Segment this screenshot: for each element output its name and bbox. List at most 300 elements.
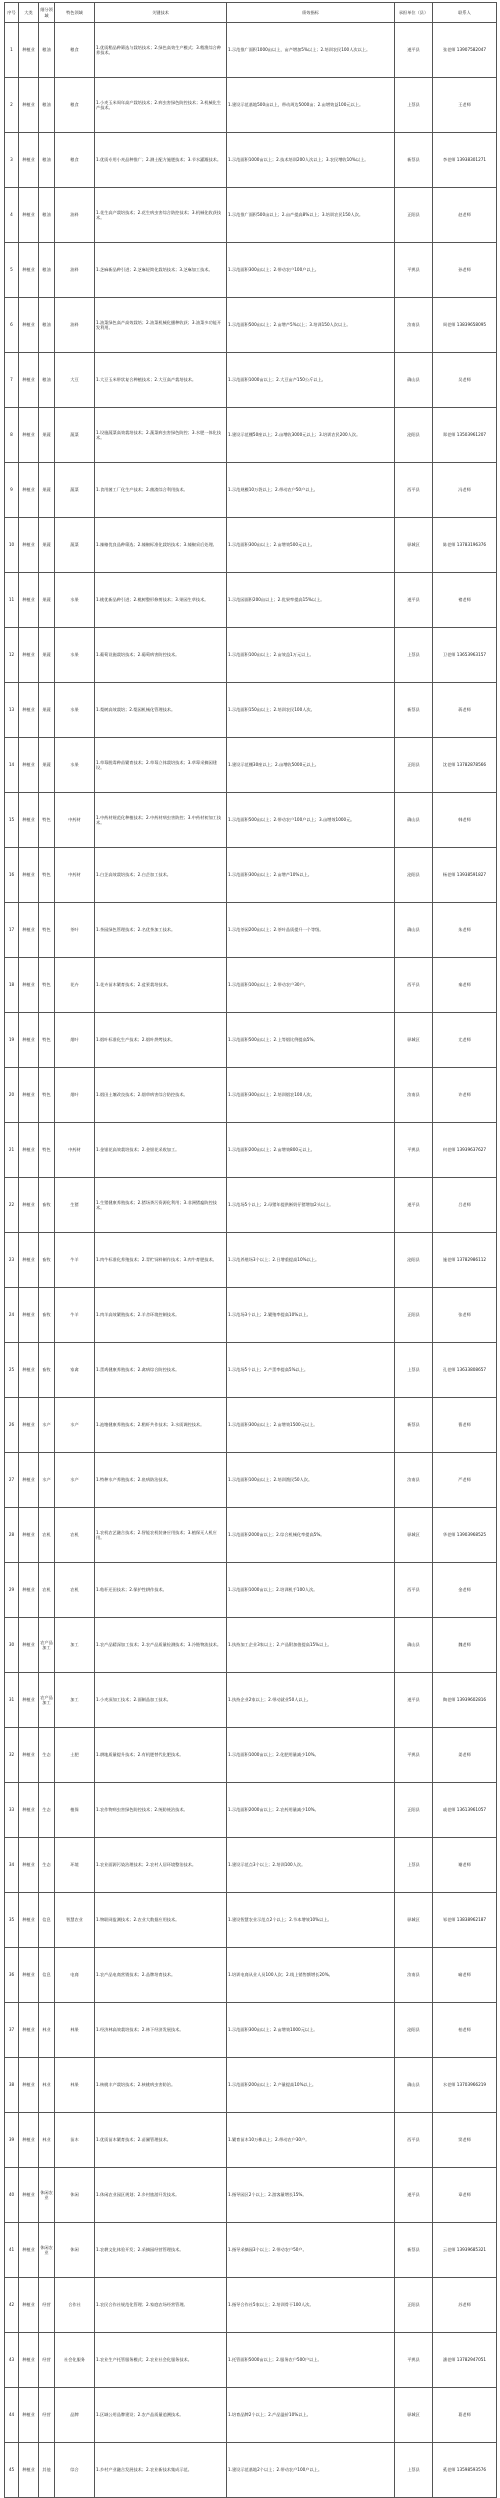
table-row	[5, 903, 497, 958]
row-key-tech: 1.食用菌工厂化生产技术；2.菌渣综合利用技术。	[95, 463, 227, 518]
row-subfield: 特色	[39, 793, 55, 848]
row-feature: 油料	[55, 243, 95, 298]
row-category: 种植业	[19, 1838, 39, 1893]
row-index: 24	[5, 1288, 19, 1343]
row-unit: 正阳县	[395, 188, 433, 243]
row-index: 8	[5, 408, 19, 463]
row-unit: 上蔡县	[395, 628, 433, 683]
row-key-tech: 1.农作物病虫害绿色防控技术；2.统防统治技术。	[95, 1783, 227, 1838]
row-index: 13	[5, 683, 19, 738]
row-category: 种植业	[19, 1068, 39, 1123]
row-unit: 西平县	[395, 2113, 433, 2168]
row-contact: 冯老师	[433, 463, 497, 518]
row-category: 种植业	[19, 463, 39, 518]
row-category: 种植业	[19, 1343, 39, 1398]
row-key-tech: 1.优质苗木繁育技术；2.苗圃管理技术。	[95, 2113, 227, 2168]
row-unit: 汝南县	[395, 1068, 433, 1123]
row-category: 种植业	[19, 1948, 39, 2003]
row-key-tech: 1.草莓脱毒种苗繁育技术；2.草莓立体栽培技术；3.草莓采摘园建设。	[95, 738, 227, 793]
row-feature: 土肥	[55, 1728, 95, 1783]
row-subfield: 生态	[39, 1838, 55, 1893]
row-category: 种植业	[19, 353, 39, 408]
row-feature: 环境	[55, 1838, 95, 1893]
row-performance: 1.扶持加工企业3家以上；2.产品附加值提高15%以上。	[227, 1618, 395, 1673]
row-feature: 粮食	[55, 78, 95, 133]
row-subfield: 特色	[39, 1068, 55, 1123]
row-unit: 平舆县	[395, 2333, 433, 2388]
row-unit: 泌阳县	[395, 848, 433, 903]
row-category: 种植业	[19, 1783, 39, 1838]
row-performance: 1.示范面积150亩以上；2.培训农民100人次。	[227, 683, 395, 738]
row-performance: 1.示范面积200亩以上；2.产量提高10%以上。	[227, 2058, 395, 2113]
row-subfield: 粮油	[39, 188, 55, 243]
row-category: 种植业	[19, 243, 39, 298]
row-contact: 孙老师	[433, 243, 497, 298]
row-subfield: 果蔬	[39, 683, 55, 738]
row-key-tech: 1.蛋鸡健康养殖技术；2.禽病综合防控技术。	[95, 1343, 227, 1398]
row-performance: 1.示范场5个以上；2.产蛋率提高5%以上。	[227, 1343, 395, 1398]
table-row	[5, 848, 497, 903]
row-performance: 1.示范场3个以上；2.繁殖率提高10%以上。	[227, 1288, 395, 1343]
row-performance: 1.示范园面积200亩以上；2.优果率提高15%以上。	[227, 573, 395, 628]
row-key-tech: 1.农机农艺融合技术；2.智能农机装备应用技术；3.植保无人机应用。	[95, 1508, 227, 1563]
row-performance: 1.示范面积300亩以上；2.亩增效1000元以上。	[227, 2003, 395, 2058]
row-category: 种植业	[19, 1508, 39, 1563]
row-contact: 蒋老师	[433, 683, 497, 738]
row-unit: 西平县	[395, 1563, 433, 1618]
row-performance: 1.示范面积500亩以上；2.上等烟比例提高5%。	[227, 1013, 395, 1068]
table-row	[5, 1123, 497, 1178]
row-contact: 严老师	[433, 1453, 497, 1508]
row-performance: 1.示范面积1000亩以上；2.大豆亩产150公斤以上。	[227, 353, 395, 408]
row-index: 43	[5, 2333, 19, 2388]
row-unit: 汝南县	[395, 298, 433, 353]
row-unit: 上蔡县	[395, 2443, 433, 2498]
row-performance: 1.示范面积1000亩以上；2.培训机手100人次。	[227, 1563, 395, 1618]
table-header-row	[5, 3, 497, 23]
col-header-performance: 绩效指标	[227, 3, 395, 23]
row-unit: 新蔡县	[395, 133, 433, 188]
row-feature: 水果	[55, 628, 95, 683]
row-category: 种植业	[19, 408, 39, 463]
row-contact: 潘老师 13782947051	[433, 2333, 497, 2388]
row-category: 种植业	[19, 958, 39, 1013]
row-feature: 大豆	[55, 353, 95, 408]
row-index: 6	[5, 298, 19, 353]
table-row	[5, 1398, 497, 1453]
row-contact: 施老师 13782986112	[433, 1233, 497, 1288]
row-subfield: 林业	[39, 2003, 55, 2058]
row-category: 种植业	[19, 1618, 39, 1673]
row-performance: 1.指导合作社5家以上；2.培训骨干100人次。	[227, 2278, 395, 2333]
row-category: 种植业	[19, 2113, 39, 2168]
row-category: 种植业	[19, 1398, 39, 1453]
row-feature: 粮食	[55, 133, 95, 188]
row-contact: 窦老师	[433, 2113, 497, 2168]
row-subfield: 特色	[39, 1013, 55, 1068]
row-category: 种植业	[19, 573, 39, 628]
table-row	[5, 353, 497, 408]
row-key-tech: 1.肉羊高效繁殖技术；2.羊舍环境控制技术。	[95, 1288, 227, 1343]
row-index: 5	[5, 243, 19, 298]
row-performance: 1.示范规模10万袋以上；2.带动农户50户以上。	[227, 463, 395, 518]
row-contact: 邹老师 13838962187	[433, 1893, 497, 1948]
row-category: 种植业	[19, 188, 39, 243]
table-row	[5, 408, 497, 463]
row-feature: 油料	[55, 188, 95, 243]
row-contact: 尤老师	[433, 1013, 497, 1068]
table-row	[5, 1178, 497, 1233]
table-row	[5, 958, 497, 1013]
row-category: 种植业	[19, 903, 39, 958]
row-performance: 1.建设示范棚50座以上；2.亩增收3000元以上；3.培训农民200人次。	[227, 408, 395, 463]
row-index: 39	[5, 2113, 19, 2168]
row-index: 37	[5, 2003, 19, 2058]
row-subfield: 粮油	[39, 243, 55, 298]
row-performance: 1.示范面积2000亩以上；2.农药用量减少10%。	[227, 1783, 395, 1838]
row-key-tech: 1.休闲农业园区规划；2.乡村旅游开发技术。	[95, 2168, 227, 2223]
row-subfield: 农产品加工	[39, 1618, 55, 1673]
row-contact: 韩老师	[433, 793, 497, 848]
row-contact: 曹老师	[433, 1398, 497, 1453]
row-unit: 汝南县	[395, 1453, 433, 1508]
table-row	[5, 628, 497, 683]
row-index: 23	[5, 1233, 19, 1288]
table-row	[5, 2168, 497, 2223]
row-contact: 吕老师	[433, 1178, 497, 1233]
row-performance: 1.繁育苗木10万株以上；2.带动农户30户。	[227, 2113, 395, 2168]
row-key-tech: 1.花卉苗木繁育技术；2.盆景栽培技术。	[95, 958, 227, 1013]
row-feature: 农机	[55, 1508, 95, 1563]
row-subfield: 经营	[39, 2333, 55, 2388]
row-performance: 1.建设示范点3个以上；2.培训100人次。	[227, 1838, 395, 1893]
row-index: 30	[5, 1618, 19, 1673]
row-index: 10	[5, 518, 19, 573]
row-index: 14	[5, 738, 19, 793]
row-category: 种植业	[19, 2223, 39, 2278]
row-index: 11	[5, 573, 19, 628]
row-key-tech: 1.农产品电商营销技术；2.品牌培育技术。	[95, 1948, 227, 2003]
table-row	[5, 1233, 497, 1288]
row-feature: 家禽	[55, 1343, 95, 1398]
row-key-tech: 1.农民合作社规范化管理；2.家庭农场经营管理。	[95, 2278, 227, 2333]
row-key-tech: 1.耕地质量提升技术；2.有机肥替代化肥技术。	[95, 1728, 227, 1783]
row-contact: 谢老师	[433, 1838, 497, 1893]
row-subfield: 林业	[39, 2058, 55, 2113]
row-contact: 魏老师	[433, 1618, 497, 1673]
row-performance: 1.示范面积300亩以上；2.带动农户100户以上。	[227, 243, 395, 298]
table-row	[5, 1948, 497, 2003]
table-row	[5, 2388, 497, 2443]
row-index: 9	[5, 463, 19, 518]
row-unit: 新蔡县	[395, 2223, 433, 2278]
table-row	[5, 1563, 497, 1618]
row-feature: 烟叶	[55, 1068, 95, 1123]
row-unit: 新蔡县	[395, 683, 433, 738]
row-unit: 确山县	[395, 353, 433, 408]
row-category: 种植业	[19, 1233, 39, 1288]
row-feature: 植保	[55, 1783, 95, 1838]
col-header-index: 序号	[5, 3, 19, 23]
table-row	[5, 793, 497, 848]
row-feature: 蔬菜	[55, 408, 95, 463]
row-subfield: 经营	[39, 2278, 55, 2333]
col-header-key-tech: 关键技术	[95, 3, 227, 23]
row-key-tech: 1.烟叶标准化生产技术；2.烟叶烘烤技术。	[95, 1013, 227, 1068]
row-key-tech: 1.池塘健康养殖技术；2.稻虾共作技术；3.水质调控技术。	[95, 1398, 227, 1453]
row-contact: 张老师	[433, 1288, 497, 1343]
row-category: 种植业	[19, 1563, 39, 1618]
col-header-contact: 联系人	[433, 3, 497, 23]
row-unit: 驿城区	[395, 2388, 433, 2443]
row-feature: 品牌	[55, 2388, 95, 2443]
row-index: 7	[5, 353, 19, 408]
row-performance: 1.指导园区2个以上；2.游客量增长15%。	[227, 2168, 395, 2223]
row-key-tech: 1.特种水产养殖技术；2.鱼病防治技术。	[95, 1453, 227, 1508]
row-contact: 陶老师 13939602816	[433, 1673, 497, 1728]
row-subfield: 经营	[39, 2388, 55, 2443]
row-contact: 水老师 13703966219	[433, 2058, 497, 2113]
row-index: 41	[5, 2223, 19, 2278]
row-performance: 1.示范面积300亩以上；2.亩增产10%以上。	[227, 848, 395, 903]
row-feature: 粮食	[55, 23, 95, 78]
row-subfield: 农机	[39, 1508, 55, 1563]
row-performance: 1.示范场5个以上；2.母猪年提供断奶仔猪增加2头以上。	[227, 1178, 395, 1233]
row-performance: 1.示范面积300亩以上；2.亩增效500元以上。	[227, 518, 395, 573]
row-key-tech: 1.大豆玉米带状复合种植技术；2.大豆高产栽培技术。	[95, 353, 227, 408]
row-category: 种植业	[19, 23, 39, 78]
row-key-tech: 1.优质稻品种筛选与栽培技术；2.绿色高效生产模式；3.稻渔综合种养技术。	[95, 23, 227, 78]
row-feature: 加工	[55, 1618, 95, 1673]
row-category: 种植业	[19, 2333, 39, 2388]
table-row	[5, 2333, 497, 2388]
row-feature: 蔬菜	[55, 463, 95, 518]
row-feature: 牛羊	[55, 1233, 95, 1288]
row-feature: 水产	[55, 1398, 95, 1453]
row-contact: 陈老师 13783196376	[433, 518, 497, 573]
row-index: 38	[5, 2058, 19, 2113]
row-index: 3	[5, 133, 19, 188]
row-subfield: 粮油	[39, 23, 55, 78]
row-key-tech: 1.农业生产托管服务模式；2.农业社会化服务技术。	[95, 2333, 227, 2388]
row-feature: 花卉	[55, 958, 95, 1013]
row-performance: 1.建设智慧农业示范点2个以上；2.节本增效10%以上。	[227, 1893, 395, 1948]
row-category: 种植业	[19, 2168, 39, 2223]
row-unit: 遂平县	[395, 1673, 433, 1728]
row-feature: 社会化服务	[55, 2333, 95, 2388]
row-category: 种植业	[19, 78, 39, 133]
table-row	[5, 2113, 497, 2168]
row-key-tech: 1.经济林高效栽培技术；2.林下经济发展技术。	[95, 2003, 227, 2058]
row-index: 22	[5, 1178, 19, 1233]
table-row	[5, 2278, 497, 2333]
row-subfield: 水产	[39, 1398, 55, 1453]
row-index: 18	[5, 958, 19, 1013]
row-feature: 水果	[55, 683, 95, 738]
row-category: 种植业	[19, 1893, 39, 1948]
row-index: 40	[5, 2168, 19, 2223]
row-key-tech: 1.葡萄设施栽培技术；2.葡萄病害防控技术。	[95, 628, 227, 683]
row-subfield: 生态	[39, 1728, 55, 1783]
row-key-tech: 1.农业面源污染治理技术；2.农村人居环境整治技术。	[95, 1838, 227, 1893]
row-key-tech: 1.乡村产业融合发展技术；2.农业新技术集成示范。	[95, 2443, 227, 2498]
row-performance: 1.建设示范棚30座以上；2.亩增收5000元以上。	[227, 738, 395, 793]
row-key-tech: 1.优质专用小麦品种推广；2.测土配方施肥技术；3.节水灌溉技术。	[95, 133, 227, 188]
row-key-tech: 1.核桃丰产栽培技术；2.核桃病虫害防治。	[95, 2058, 227, 2113]
table-row	[5, 518, 497, 573]
row-key-tech: 1.农耕文化体验开发；2.采摘园经营管理技术。	[95, 2223, 227, 2278]
table-row	[5, 1068, 497, 1123]
row-unit: 新蔡县	[395, 1398, 433, 1453]
row-feature: 烟叶	[55, 1013, 95, 1068]
row-unit: 驿城区	[395, 1508, 433, 1563]
row-feature: 综合	[55, 2443, 95, 2498]
row-unit: 驿城区	[395, 1013, 433, 1068]
table-row	[5, 463, 497, 518]
row-unit: 上蔡县	[395, 1343, 433, 1398]
table-body	[5, 23, 497, 2498]
row-unit: 平舆县	[395, 243, 433, 298]
row-unit: 遂平县	[395, 1178, 433, 1233]
row-performance: 1.示范面积1000亩以上；2.化肥用量减少10%。	[227, 1728, 395, 1783]
row-subfield: 粮油	[39, 133, 55, 188]
row-feature: 林果	[55, 2058, 95, 2113]
table-row	[5, 1453, 497, 1508]
row-unit: 正阳县	[395, 738, 433, 793]
row-subfield: 畜牧	[39, 1233, 55, 1288]
row-category: 种植业	[19, 683, 39, 738]
table-row	[5, 78, 497, 133]
row-unit: 上蔡县	[395, 1838, 433, 1893]
row-index: 12	[5, 628, 19, 683]
row-feature: 水产	[55, 1453, 95, 1508]
row-performance: 1.示范推广面积500亩以上；2.亩产提高8%以上；3.培训农民150人次。	[227, 188, 395, 243]
table-row	[5, 1508, 497, 1563]
row-contact: 褚老师	[433, 573, 497, 628]
row-unit: 泌阳县	[395, 1233, 433, 1288]
table-row	[5, 2443, 497, 2498]
row-key-tech: 1.设施蔬菜高效栽培技术；2.蔬菜病虫害绿色防控；3.水肥一体化技术。	[95, 408, 227, 463]
row-unit: 确山县	[395, 793, 433, 848]
row-unit: 西平县	[395, 958, 433, 1013]
row-category: 种植业	[19, 133, 39, 188]
row-unit: 泌阳县	[395, 2003, 433, 2058]
row-subfield: 农机	[39, 1563, 55, 1618]
row-index: 21	[5, 1123, 19, 1178]
row-unit: 正阳县	[395, 2278, 433, 2333]
policy-table-sheet	[4, 2, 496, 2498]
row-unit: 驿城区	[395, 1893, 433, 1948]
row-subfield: 粮油	[39, 353, 55, 408]
row-unit: 平舆县	[395, 1728, 433, 1783]
row-key-tech: 1.茶园绿色管理技术；2.名优茶加工技术。	[95, 903, 227, 958]
row-feature: 农机	[55, 1563, 95, 1618]
row-key-tech: 1.油菜绿色高产高效栽培；2.油菜机械化播种收获；3.油菜多功能开发利用。	[95, 298, 227, 353]
row-performance: 1.示范养殖场3个以上；2.日增重提高10%以上。	[227, 1233, 395, 1288]
row-category: 种植业	[19, 298, 39, 353]
row-performance: 1.示范面积2000亩以上；2.综合机械化率提高5%。	[227, 1508, 395, 1563]
row-unit: 驿城区	[395, 518, 433, 573]
row-subfield: 生态	[39, 1783, 55, 1838]
row-index: 29	[5, 1563, 19, 1618]
row-performance: 1.示范面积500亩以上；2.带动农户100户以上；3.亩增效1000元。	[227, 793, 395, 848]
row-index: 27	[5, 1453, 19, 1508]
row-feature: 电商	[55, 1948, 95, 2003]
table-row	[5, 1343, 497, 1398]
row-subfield: 畜牧	[39, 1288, 55, 1343]
row-key-tech: 1.秸秆还田技术；2.保护性耕作技术。	[95, 1563, 227, 1618]
table-row	[5, 1673, 497, 1728]
row-index: 28	[5, 1508, 19, 1563]
table-row	[5, 1838, 497, 1893]
row-key-tech: 1.芝麻新品种引进；2.芝麻轻简化栽培技术；3.芝麻加工技术。	[95, 243, 227, 298]
row-contact: 奚老师 13598593576	[433, 2443, 497, 2498]
row-key-tech: 1.金银花高效栽培技术；2.金银花采收加工。	[95, 1123, 227, 1178]
row-subfield: 林业	[39, 2113, 55, 2168]
row-unit: 汝南县	[395, 1948, 433, 2003]
table-row	[5, 1893, 497, 1948]
row-contact: 张老师 13907582047	[433, 23, 497, 78]
row-subfield: 特色	[39, 848, 55, 903]
row-category: 种植业	[19, 1123, 39, 1178]
row-subfield: 休闲农业	[39, 2223, 55, 2278]
row-feature: 茶叶	[55, 903, 95, 958]
row-contact: 喻老师	[433, 1948, 497, 2003]
row-subfield: 其他	[39, 2443, 55, 2498]
table-row	[5, 573, 497, 628]
table-row	[5, 1013, 497, 1068]
row-unit: 平舆县	[395, 1123, 433, 1178]
table-row	[5, 188, 497, 243]
row-category: 种植业	[19, 848, 39, 903]
row-subfield: 特色	[39, 958, 55, 1013]
row-contact: 周老师 13839658095	[433, 298, 497, 353]
row-index: 32	[5, 1728, 19, 1783]
row-performance: 1.建设示范基地500亩以上，带动周边5000亩；2.亩增效益100元以上。	[227, 78, 395, 133]
row-contact: 赵老师	[433, 188, 497, 243]
row-feature: 油料	[55, 298, 95, 353]
row-feature: 牛羊	[55, 1288, 95, 1343]
table-row	[5, 1618, 497, 1673]
row-unit: 遂平县	[395, 2168, 433, 2223]
row-index: 34	[5, 1838, 19, 1893]
row-unit: 遂平县	[395, 23, 433, 78]
row-contact: 华老师 13903968525	[433, 1508, 497, 1563]
row-performance: 1.示范面积1000亩以上；2.技术培训200人次以上；3.农民增收10%以上。	[227, 133, 395, 188]
col-header-unit: 承担单位（县）	[395, 3, 433, 23]
row-index: 1	[5, 23, 19, 78]
col-header-category: 大类	[19, 3, 39, 23]
row-subfield: 畜牧	[39, 1343, 55, 1398]
row-performance: 1.示范茶园200亩以上；2.茶叶品质提升一个等级。	[227, 903, 395, 958]
row-index: 31	[5, 1673, 19, 1728]
table-row	[5, 738, 497, 793]
row-performance: 1.培育品牌2个以上；2.产品溢价10%以上。	[227, 2388, 395, 2443]
row-index: 35	[5, 1893, 19, 1948]
row-subfield: 特色	[39, 903, 55, 958]
row-performance: 1.示范面积500亩以上；2.亩增产5%以上；3.培训150人次以上。	[227, 298, 395, 353]
row-key-tech: 1.烟田土壤改良技术；2.烟草病害综合防控技术。	[95, 1068, 227, 1123]
row-subfield: 信息	[39, 1948, 55, 2003]
row-contact: 葛老师	[433, 2388, 497, 2443]
row-feature: 水果	[55, 573, 95, 628]
table-row	[5, 133, 497, 188]
row-key-tech: 1.物联网监测技术；2.农业大数据应用技术。	[95, 1893, 227, 1948]
row-key-tech: 1.梨树高效栽培；2.梨园机械化管理技术。	[95, 683, 227, 738]
row-key-tech: 1.白芷高效栽培技术；2.白芷加工技术。	[95, 848, 227, 903]
row-index: 17	[5, 903, 19, 958]
row-feature: 中药材	[55, 793, 95, 848]
